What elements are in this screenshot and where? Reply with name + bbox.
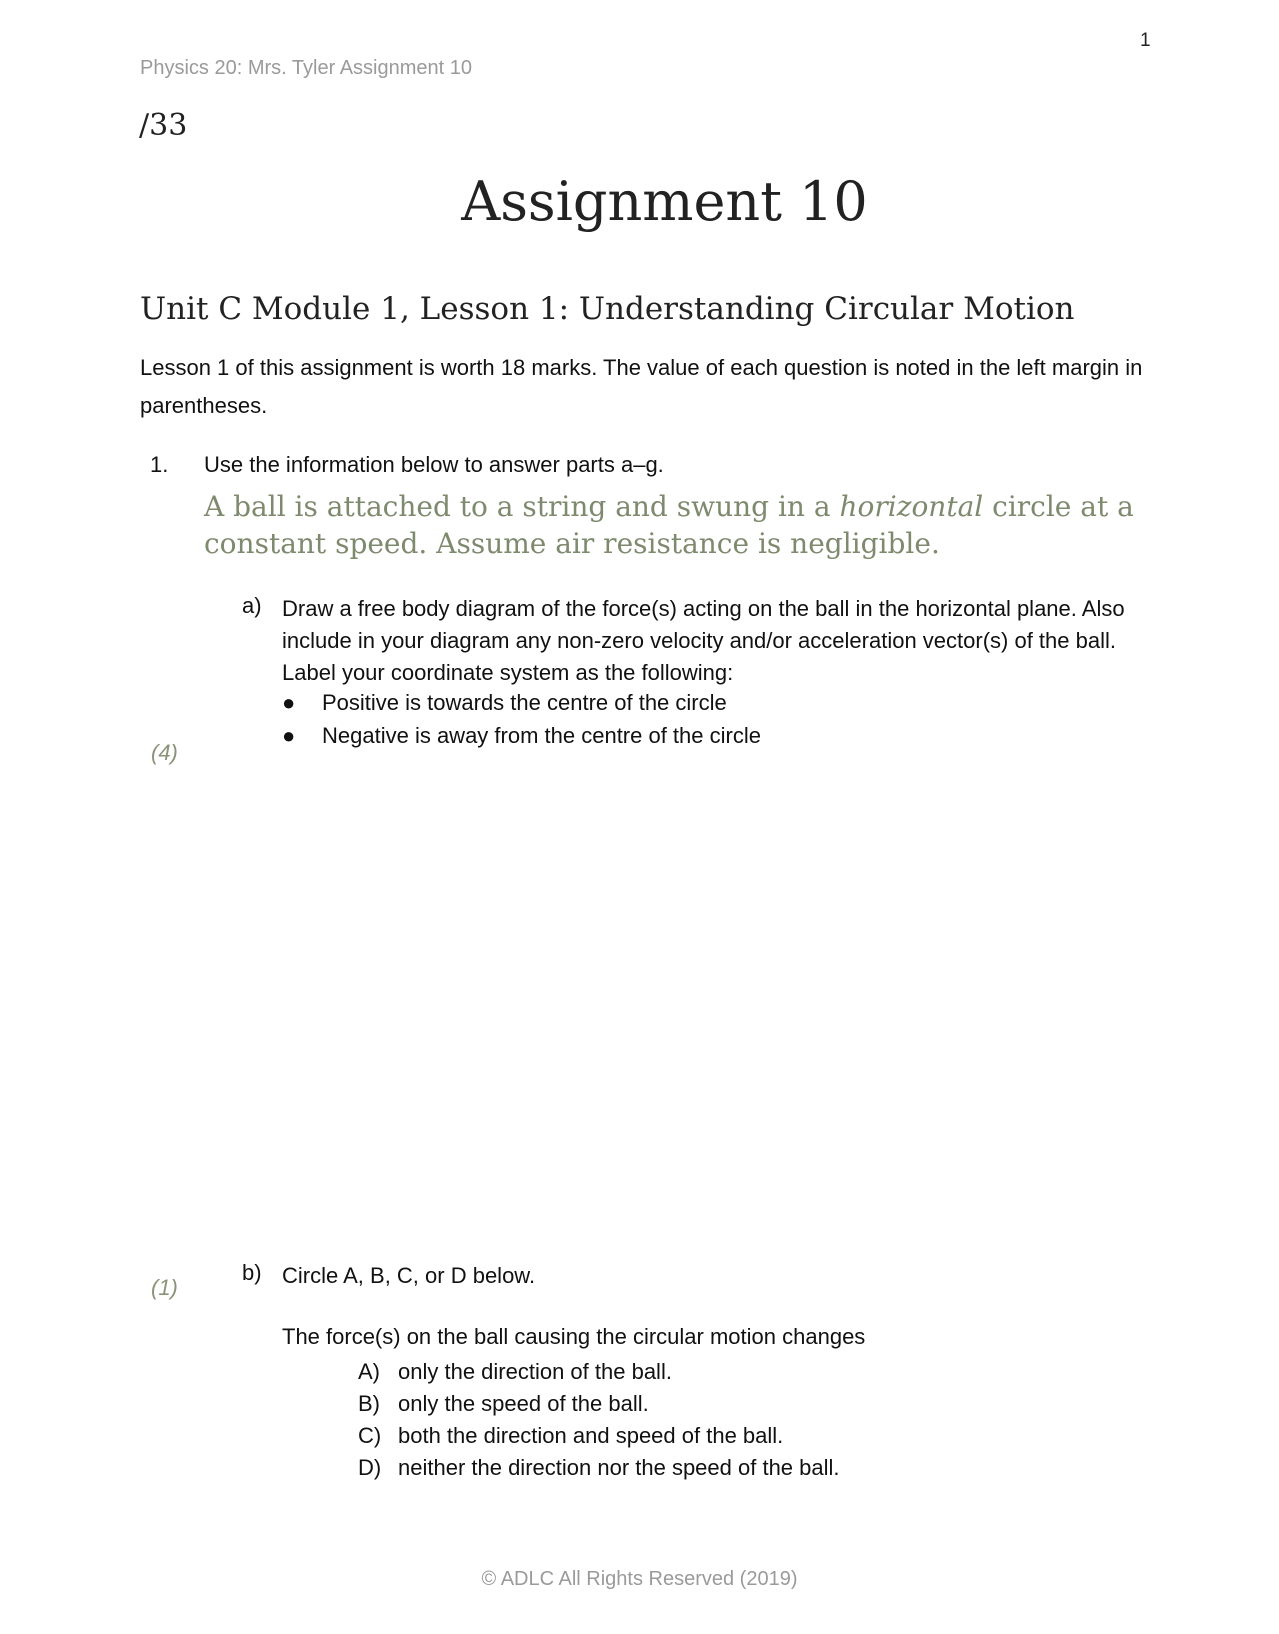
part-a-marks: (4) <box>151 740 178 765</box>
scenario-before: A ball is attached to a string and swung in a <box>204 490 840 523</box>
answer-option[interactable] <box>358 1452 840 1484</box>
intro-paragraph: Lesson 1 of this assignment is worth 18 marks. The value of each question is noted in the left margin in parentheses. <box>140 355 1143 418</box>
lesson-title: Unit C Module 1, Lesson 1: Understanding Circular Motion <box>140 291 1075 327</box>
answer-option[interactable] <box>358 1420 840 1452</box>
scenario-text <box>204 488 1164 562</box>
question-number: 1. <box>150 452 169 477</box>
bullet-icon: ● <box>282 690 296 715</box>
option-text: neither the direction nor the speed of the ball. <box>398 1455 840 1480</box>
part-a-label: a) <box>242 593 262 618</box>
page-header: Physics 20: Mrs. Tyler Assignment 10 <box>140 57 472 79</box>
question-text: Use the information below to answer parts a–g. <box>204 452 664 477</box>
bullet-item <box>282 686 761 719</box>
option-letter: B) <box>358 1391 380 1416</box>
bullet-icon: ● <box>282 723 296 748</box>
bullet-item <box>282 719 761 752</box>
assignment-title: Assignment 10 <box>461 170 868 233</box>
copyright-footer: © ADLC All Rights Reserved (2019) <box>481 1568 798 1590</box>
scenario-emphasis: horizontal <box>839 490 984 523</box>
option-letter: C) <box>358 1423 382 1448</box>
bullet-text: Negative is away from the centre of the circle <box>322 723 761 748</box>
option-text: only the direction of the ball. <box>398 1359 672 1384</box>
option-letter: D) <box>358 1455 382 1480</box>
total-score: /33 <box>139 108 188 143</box>
bullet-text: Positive is towards the centre of the circle <box>322 690 727 715</box>
part-a-text: Draw a free body diagram of the force(s) acting on the ball in the horizontal plane. Also include in your diagram any non-zero velocity and/or acceleration vector(s) of the ball. Label your coordinate system as the following: <box>282 596 1125 685</box>
scenario-after: circle at a constant speed. Assume air resistance is negligible. <box>204 490 1134 560</box>
answer-option[interactable] <box>358 1356 840 1388</box>
answer-option[interactable] <box>358 1388 840 1420</box>
part-b-text: Circle A, B, C, or D below. <box>282 1263 536 1288</box>
option-text: only the speed of the ball. <box>398 1391 649 1416</box>
answer-options <box>358 1356 840 1484</box>
page-number: 1 <box>1140 30 1151 51</box>
option-letter: A) <box>358 1359 380 1384</box>
part-a-bullets <box>282 686 761 752</box>
option-text: both the direction and speed of the ball. <box>398 1423 784 1448</box>
part-b-marks: (1) <box>151 1275 178 1300</box>
part-b-label: b) <box>242 1260 262 1285</box>
question-stem: The force(s) on the ball causing the circular motion changes <box>282 1324 866 1349</box>
